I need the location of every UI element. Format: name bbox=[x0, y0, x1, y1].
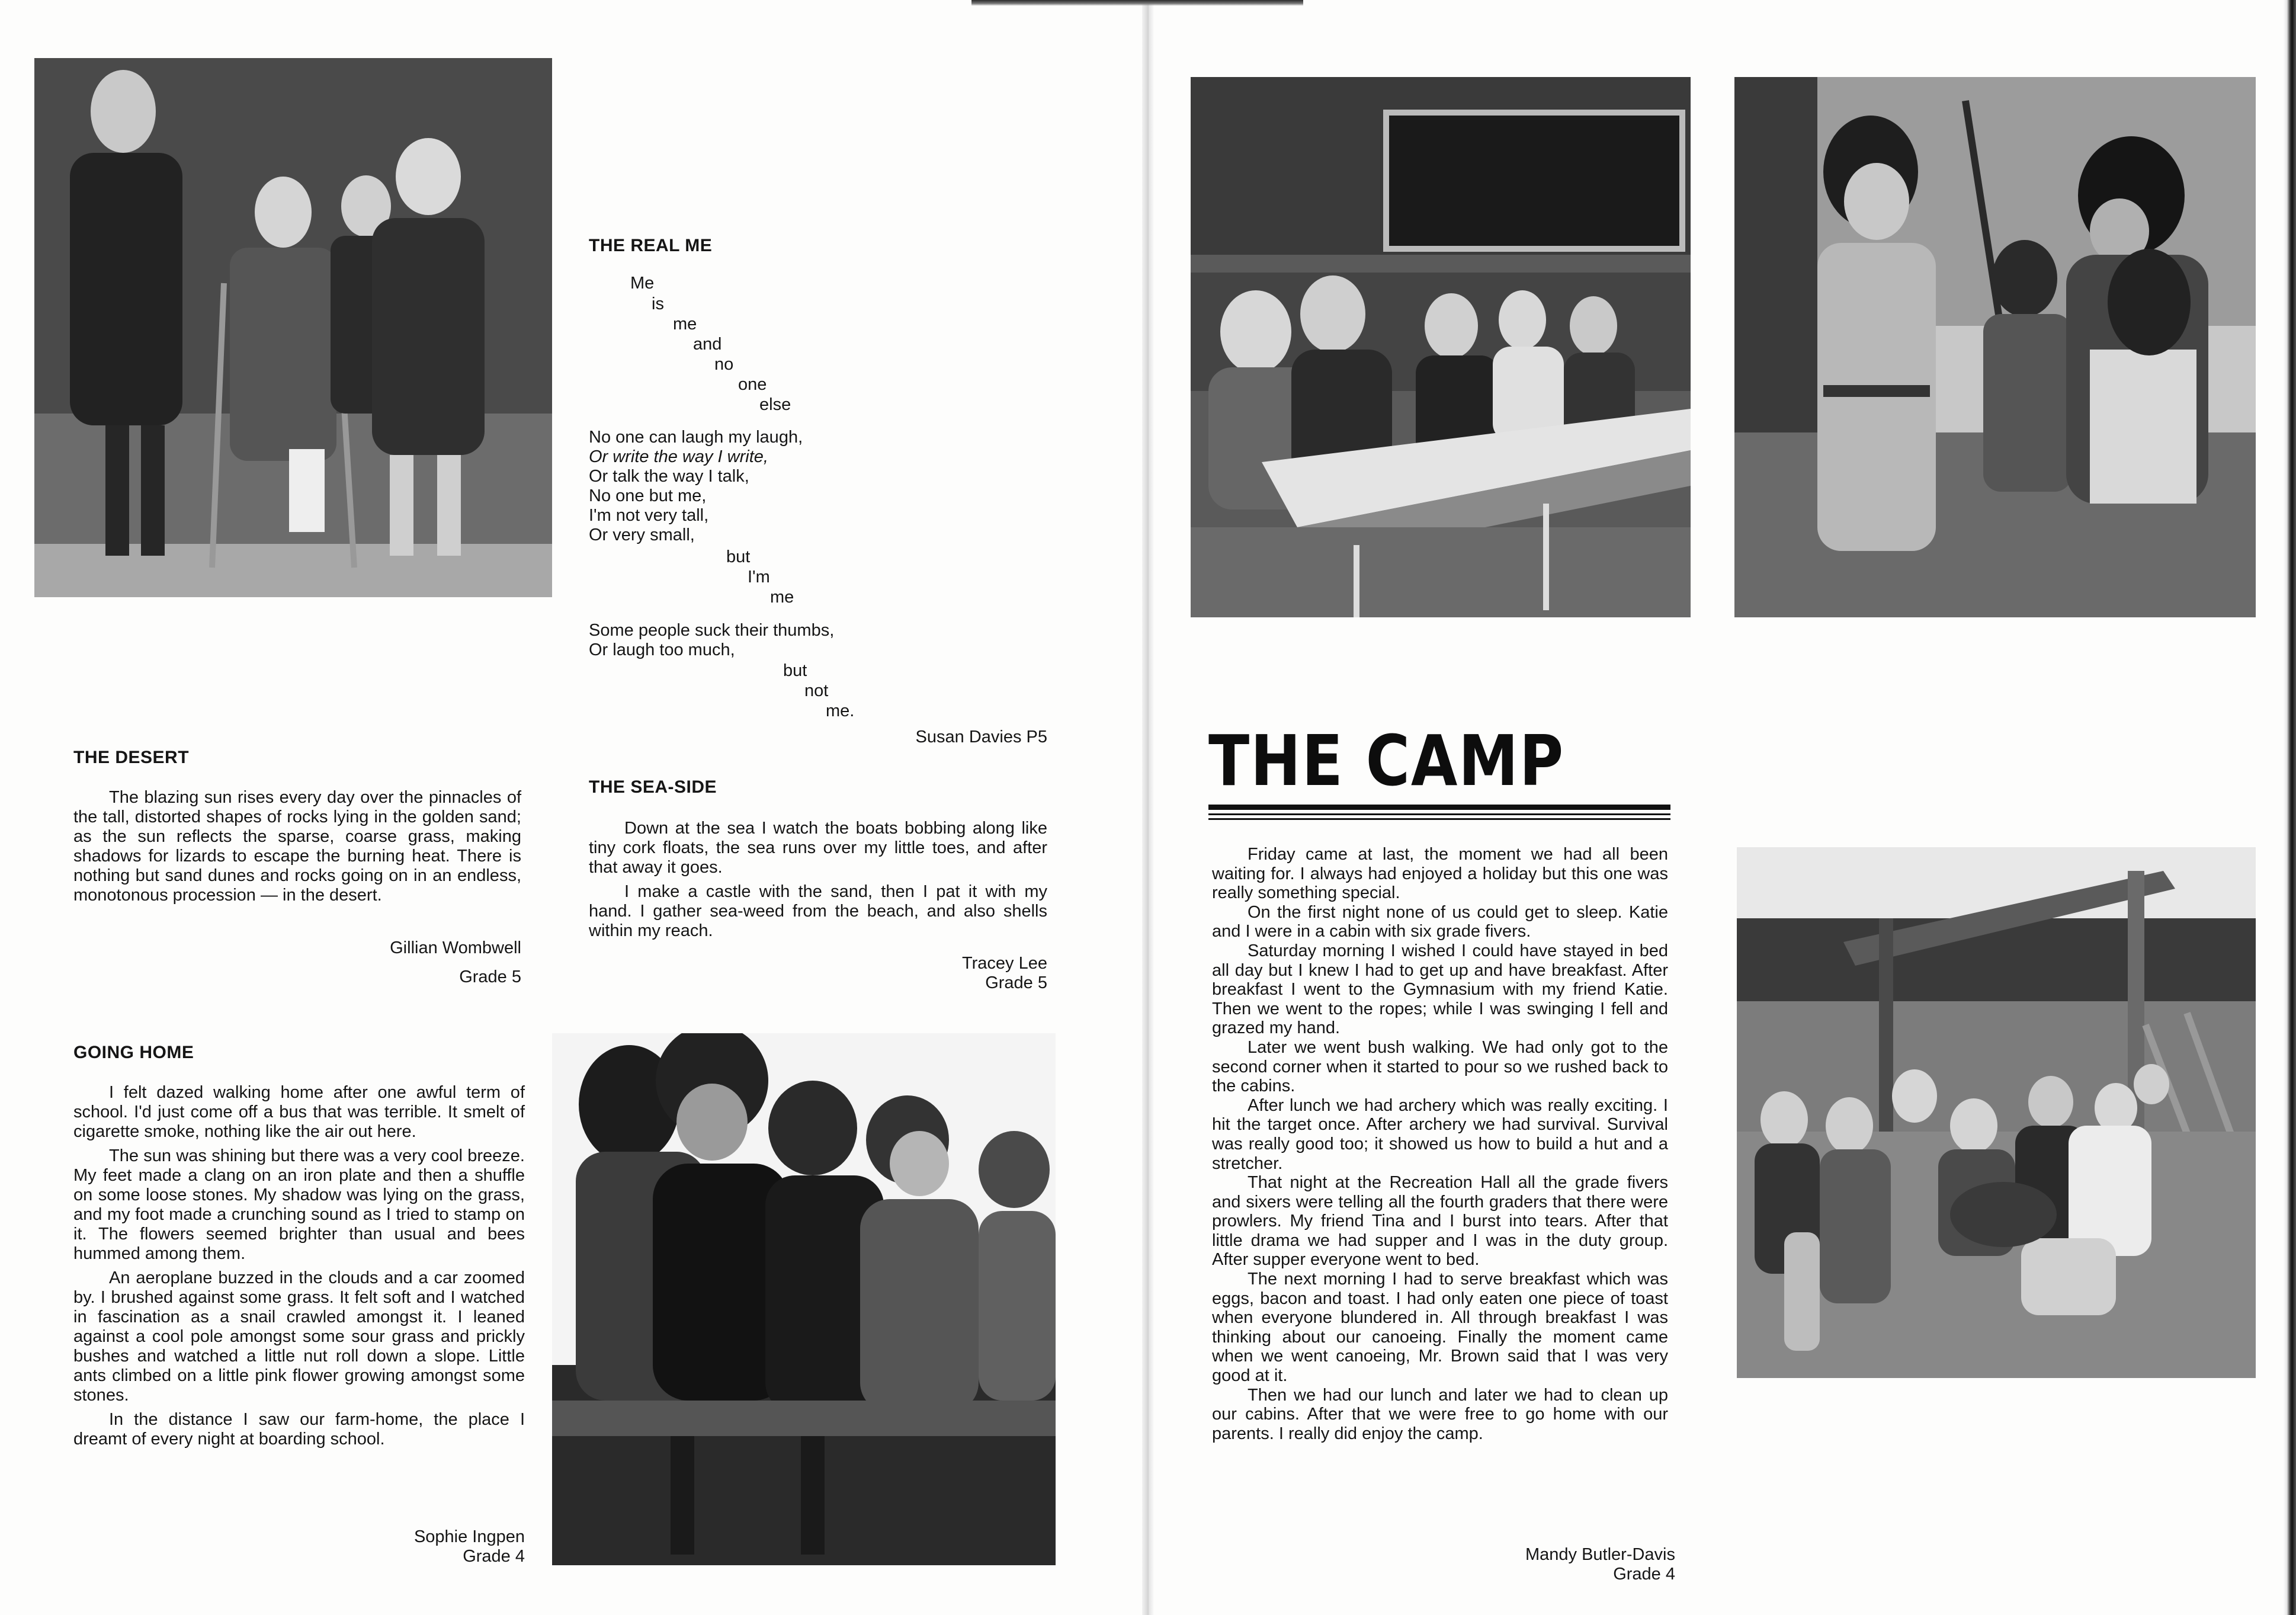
author-name: Sophie Ingpen bbox=[413, 1527, 525, 1546]
paragraph: An aeroplane buzzed in the clouds and a car zoomed by. I brushed against some grass. It felt soft and I watched in fascination as a snail crawled amongst it. I leaned against a cool pole amongst some sour grass and prickly bushes and watched a little nut roll down a slope. Little ants climbed on a little pink flower growing amongst some stones. bbox=[73, 1268, 525, 1405]
poem-line: I'm not very tall, bbox=[589, 506, 709, 525]
paragraph: On the first night none of us could get to sleep. Katie and I were in a cabin with six grade fivers. bbox=[1212, 902, 1668, 941]
paragraph: Saturday morning I wished I could have stayed in bed all day but I knew I had to get up and have breakfast. After breakfast I went to the Gymnasium with my friend Katie. Then we went to the ropes; while I was swinging I fell and grazed my hand. bbox=[1212, 941, 1668, 1038]
author-name: Gillian Wombwell bbox=[390, 938, 521, 957]
desert-title: THE DESERT bbox=[73, 748, 190, 767]
poem-stair-line: me bbox=[673, 315, 697, 334]
paragraph: Friday came at last, the moment we had all been waiting for. I always had enjoyed a holiday but this one was really something special. bbox=[1212, 845, 1668, 903]
poem-verse-1 bbox=[589, 428, 803, 545]
camp-text bbox=[1212, 845, 1668, 1443]
paragraph: Down at the sea I watch the boats bobbing along like tiny cork floats, the sea runs over my little toes, and after that away it goes. bbox=[589, 819, 1047, 877]
paragraph: I make a castle with the sand, then I pat it with my hand. I gather sea-weed from the beach, and also shells within my reach. bbox=[589, 882, 1047, 940]
sea-side-title: THE SEA-SIDE bbox=[589, 777, 717, 797]
author-name: Susan Davies P5 bbox=[915, 728, 1047, 746]
page-edge bbox=[2283, 0, 2296, 1615]
poem-stair-line: is bbox=[652, 294, 664, 313]
poem-stair-line: no bbox=[714, 355, 734, 374]
paragraph: I felt dazed walking home after one awful term of school. I'd just come off a bus that was terrible. It smelt of cigarette smoke, nothing like the air out here. bbox=[73, 1083, 525, 1141]
author-grade: Grade 4 bbox=[463, 1547, 525, 1566]
paragraph: The next morning I had to serve breakfast which was eggs, bacon and toast. I had only eaten one piece of toast when everyone blundered in. All through breakfast I was thinking about our canoeing. Finally the moment came when we went canoeing, Mr. Brown said that I was very good at it. bbox=[1212, 1270, 1668, 1386]
going-home-text bbox=[73, 1083, 525, 1454]
poem-stair-line: I'm bbox=[748, 568, 770, 587]
sea-side-text bbox=[589, 819, 1047, 946]
poem-line: No one but me, bbox=[589, 486, 707, 505]
real-me-title: THE REAL ME bbox=[589, 236, 713, 255]
going-home-title: GOING HOME bbox=[73, 1043, 194, 1062]
paragraph: After lunch we had archery which was really exciting. I hit the target once. After archery we had survival. Survival was really good too; it showed us how to build a hut and a stretcher. bbox=[1212, 1095, 1668, 1173]
poem-line: Or very small, bbox=[589, 525, 695, 544]
poem-stair-line: else bbox=[759, 395, 791, 414]
author-grade: Grade 4 bbox=[1613, 1565, 1675, 1584]
photo-children-on-bench bbox=[552, 1033, 1056, 1565]
poem-line: No one can laugh my laugh, bbox=[589, 428, 803, 447]
title-rule bbox=[1208, 818, 1670, 820]
poem-line: Or write the way I write, bbox=[589, 447, 768, 466]
real-me-author bbox=[770, 728, 1047, 747]
desert-author bbox=[284, 938, 521, 987]
camp-title: THE CAMP bbox=[1208, 720, 1564, 802]
poem-stair-line: and bbox=[693, 335, 722, 354]
book-gutter bbox=[1142, 0, 1154, 1615]
poem-stair-line: me bbox=[770, 588, 794, 607]
poem-line: Or laugh too much, bbox=[589, 640, 735, 659]
author-name: Mandy Butler-Davis bbox=[1525, 1545, 1675, 1564]
paragraph: In the distance I saw our farm-home, the place I dreamt of every night at boarding school. bbox=[73, 1410, 525, 1449]
desert-text bbox=[73, 788, 521, 910]
binding-shadow bbox=[971, 0, 1303, 6]
poem-line: Some people suck their thumbs, bbox=[589, 621, 835, 640]
camp-author bbox=[1422, 1545, 1675, 1584]
paragraph: That night at the Recreation Hall all the grade fivers and sixers were telling all the fourth graders that there were prowlers. My friend Tina and I burst into tears. After that little drama we had supper and I was in the duty group. After supper everyone went to bed. bbox=[1212, 1173, 1668, 1270]
photo-camp-playground bbox=[1737, 847, 2256, 1378]
poem-line: Or talk the way I talk, bbox=[589, 467, 749, 486]
poem-stair-line: me. bbox=[826, 701, 855, 720]
title-rule bbox=[1208, 813, 1670, 815]
paragraph: Then we had our lunch and later we had to clean up our cabins. After that we were free to go home with our parents. I really did enjoy the camp. bbox=[1212, 1385, 1668, 1443]
paragraph: Later we went bush walking. We had only got to the second corner when it started to pour so we rushed back to the cabins. bbox=[1212, 1037, 1668, 1096]
poem-stair-line: not bbox=[804, 681, 829, 700]
author-name: Tracey Lee bbox=[962, 954, 1047, 973]
poem-verse-2 bbox=[589, 621, 834, 660]
title-rule bbox=[1208, 805, 1670, 810]
photo-girls-outdoors bbox=[1734, 77, 2256, 617]
paragraph: The sun was shining but there was a very cool breeze. My feet made a clang on an iron plate and then a shuffle on some loose stones. My shadow was lying on the grass, and my foot made a crunching sound as I tried to stamp on it. The flowers seemed brighter than usual and bees hummed among them. bbox=[73, 1146, 525, 1263]
poem-stair-line: one bbox=[738, 375, 767, 394]
photo-girls-in-uniform bbox=[34, 58, 552, 597]
poem-stair-line: Me bbox=[630, 274, 655, 293]
sea-side-author bbox=[812, 954, 1047, 993]
paragraph: The blazing sun rises every day over the pinnacles of the tall, distorted shapes of rocks lying in the golden sand; as the sun reflects the sparse, coarse grass, making shadows for lizards to escape the burning heat. There is nothing but sand dunes and rocks going on in an endless, monotonous procession — in the desert. bbox=[73, 788, 521, 905]
author-grade: Grade 5 bbox=[459, 967, 521, 986]
photo-classroom bbox=[1191, 77, 1691, 617]
going-home-author bbox=[288, 1527, 525, 1566]
poem-stair-line: but bbox=[726, 547, 751, 566]
author-grade: Grade 5 bbox=[985, 973, 1047, 992]
poem-stair-line: but bbox=[783, 661, 807, 680]
